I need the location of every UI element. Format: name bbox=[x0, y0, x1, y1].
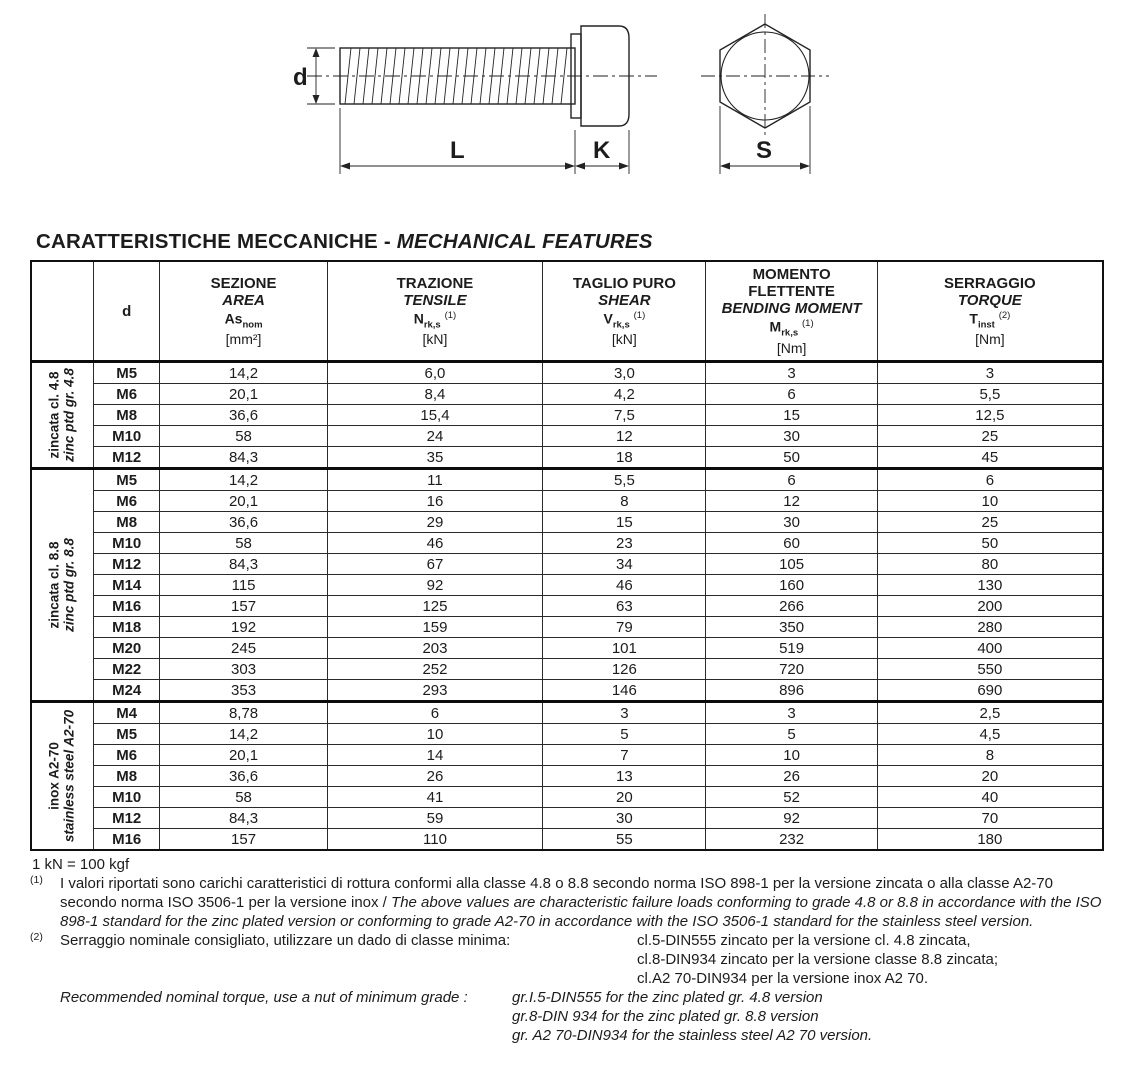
cell-value: 896 bbox=[706, 680, 877, 702]
cell-value: 519 bbox=[706, 638, 877, 659]
cell-value: 266 bbox=[706, 596, 877, 617]
cell-value: 80 bbox=[877, 554, 1103, 575]
cell-value: 25 bbox=[877, 512, 1103, 533]
group-label-3: inox A2-70 stainless steel A2-70 bbox=[31, 702, 93, 851]
cell-value: 400 bbox=[877, 638, 1103, 659]
row-size: M24 bbox=[93, 680, 159, 702]
cell-value: 350 bbox=[706, 617, 877, 638]
cell-value: 20,1 bbox=[160, 384, 327, 405]
cell-value: 105 bbox=[706, 554, 877, 575]
cell-value: 58 bbox=[160, 533, 327, 554]
table-row bbox=[31, 405, 1103, 426]
mechanical-features-table bbox=[30, 260, 1104, 851]
cell-value: 15,4 bbox=[327, 405, 543, 426]
row-size: M6 bbox=[93, 491, 159, 512]
cell-value: 14 bbox=[327, 745, 543, 766]
header-group-blank bbox=[31, 261, 93, 362]
dim-label-K: K bbox=[593, 137, 611, 164]
footnote-2-item-en: gr.I.5-DIN555 for the zinc plated gr. 4.8 version bbox=[512, 989, 823, 1006]
cell-value: 59 bbox=[327, 808, 543, 829]
table-row bbox=[31, 533, 1103, 554]
cell-value: 6,0 bbox=[327, 362, 543, 384]
cell-value: 3 bbox=[706, 702, 877, 724]
footnote-2-item-it: cl.A2 70-DIN934 per la versione inox A2 70. bbox=[637, 970, 928, 987]
table-row bbox=[31, 596, 1103, 617]
table-row bbox=[31, 787, 1103, 808]
cell-value: 30 bbox=[706, 512, 877, 533]
cell-value: 36,6 bbox=[160, 512, 327, 533]
cell-value: 12 bbox=[706, 491, 877, 512]
footnotes bbox=[30, 855, 1104, 1045]
cell-value: 23 bbox=[543, 533, 706, 554]
cell-value: 60 bbox=[706, 533, 877, 554]
cell-value: 36,6 bbox=[160, 766, 327, 787]
cell-value: 50 bbox=[706, 447, 877, 469]
cell-value: 40 bbox=[877, 787, 1103, 808]
cell-value: 5,5 bbox=[877, 384, 1103, 405]
table-row bbox=[31, 575, 1103, 596]
table-row bbox=[31, 724, 1103, 745]
cell-value: 10 bbox=[706, 745, 877, 766]
table-body bbox=[31, 362, 1103, 851]
cell-value: 8 bbox=[877, 745, 1103, 766]
row-size: M18 bbox=[93, 617, 159, 638]
section-title-english: MECHANICAL FEATURES bbox=[396, 230, 653, 253]
dim-label-d: d bbox=[293, 64, 308, 91]
row-size: M16 bbox=[93, 829, 159, 851]
table-row bbox=[31, 745, 1103, 766]
row-size: M6 bbox=[93, 745, 159, 766]
cell-value: 146 bbox=[543, 680, 706, 702]
cell-value: 157 bbox=[160, 596, 327, 617]
dim-label-S: S bbox=[756, 137, 773, 164]
header-d: d bbox=[93, 261, 159, 362]
bolt-drawing-svg bbox=[285, 8, 865, 198]
row-size: M10 bbox=[93, 426, 159, 447]
table-row bbox=[31, 469, 1103, 491]
row-size: M4 bbox=[93, 702, 159, 724]
footnote-2-item-it: cl.8-DIN934 zincato per la versione classe 8.8 zincata; bbox=[637, 951, 999, 968]
table-row bbox=[31, 554, 1103, 575]
cell-value: 11 bbox=[327, 469, 543, 491]
cell-value: 13 bbox=[543, 766, 706, 787]
cell-value: 92 bbox=[706, 808, 877, 829]
cell-value: 12,5 bbox=[877, 405, 1103, 426]
cell-value: 58 bbox=[160, 426, 327, 447]
cell-value: 16 bbox=[327, 491, 543, 512]
header-bending-moment: MOMENTO FLETTENTE BENDING MOMENT $M_{rk,s}$ $^{(1)}$ [Nm] bbox=[706, 261, 877, 362]
cell-value: 126 bbox=[543, 659, 706, 680]
cell-value: 8 bbox=[543, 491, 706, 512]
row-size: M14 bbox=[93, 575, 159, 596]
table-row bbox=[31, 617, 1103, 638]
cell-value: 41 bbox=[327, 787, 543, 808]
row-size: M8 bbox=[93, 512, 159, 533]
group-label-2: zincata cl. 8.8 zinc ptd gr. 8.8 bbox=[31, 469, 93, 702]
footnote-2 bbox=[30, 931, 1104, 1045]
row-size: M5 bbox=[93, 469, 159, 491]
footnote-2-item-en: gr. A2 70-DIN934 for the stainless steel A2 70 version. bbox=[512, 1027, 873, 1044]
cell-value: 45 bbox=[877, 447, 1103, 469]
cell-value: 203 bbox=[327, 638, 543, 659]
dim-label-L: L bbox=[450, 137, 465, 164]
cell-value: 232 bbox=[706, 829, 877, 851]
table-row bbox=[31, 808, 1103, 829]
header-shear: TAGLIO PURO SHEAR $V_{rk,s}$ $^{(1)}$ [kN] bbox=[543, 261, 706, 362]
footnote-2-marker: (2) bbox=[30, 931, 43, 943]
table-row bbox=[31, 512, 1103, 533]
cell-value: 20,1 bbox=[160, 745, 327, 766]
cell-value: 8,78 bbox=[160, 702, 327, 724]
row-size: M5 bbox=[93, 724, 159, 745]
cell-value: 280 bbox=[877, 617, 1103, 638]
cell-value: 84,3 bbox=[160, 808, 327, 829]
table-row bbox=[31, 638, 1103, 659]
cell-value: 84,3 bbox=[160, 554, 327, 575]
row-size: M16 bbox=[93, 596, 159, 617]
cell-value: 160 bbox=[706, 575, 877, 596]
cell-value: 159 bbox=[327, 617, 543, 638]
row-size: M12 bbox=[93, 554, 159, 575]
table-row bbox=[31, 829, 1103, 851]
cell-value: 130 bbox=[877, 575, 1103, 596]
cell-value: 30 bbox=[543, 808, 706, 829]
cell-value: 52 bbox=[706, 787, 877, 808]
cell-value: 29 bbox=[327, 512, 543, 533]
footnote-2-intro-en: Recommended nominal torque, use a nut of minimum grade : bbox=[60, 989, 468, 1006]
cell-value: 101 bbox=[543, 638, 706, 659]
row-size: M6 bbox=[93, 384, 159, 405]
footnote-2-item-it: cl.5-DIN555 zincato per la versione cl. 4.8 zincata, bbox=[637, 932, 971, 949]
cell-value: 5,5 bbox=[543, 469, 706, 491]
footnote-2-item-en: gr.8-DIN 934 for the zinc plated gr. 8.8 version bbox=[512, 1008, 819, 1025]
cell-value: 180 bbox=[877, 829, 1103, 851]
cell-value: 5 bbox=[543, 724, 706, 745]
table-row bbox=[31, 659, 1103, 680]
cell-value: 157 bbox=[160, 829, 327, 851]
row-size: M22 bbox=[93, 659, 159, 680]
cell-value: 67 bbox=[327, 554, 543, 575]
cell-value: 84,3 bbox=[160, 447, 327, 469]
cell-value: 14,2 bbox=[160, 362, 327, 384]
section-title-separator: - bbox=[377, 230, 397, 253]
cell-value: 293 bbox=[327, 680, 543, 702]
group-label-1: zincata cl. 4.8 zinc ptd gr. 4.8 bbox=[31, 362, 93, 469]
cell-value: 6 bbox=[706, 469, 877, 491]
row-size: M8 bbox=[93, 766, 159, 787]
footnote-1 bbox=[30, 874, 1104, 931]
cell-value: 55 bbox=[543, 829, 706, 851]
cell-value: 3 bbox=[706, 362, 877, 384]
cell-value: 58 bbox=[160, 787, 327, 808]
cell-value: 35 bbox=[327, 447, 543, 469]
cell-value: 18 bbox=[543, 447, 706, 469]
cell-value: 15 bbox=[706, 405, 877, 426]
cell-value: 14,2 bbox=[160, 724, 327, 745]
header-tensile: TRAZIONE TENSILE $N_{rk,s}$ $^{(1)}$ [kN] bbox=[327, 261, 543, 362]
cell-value: 115 bbox=[160, 575, 327, 596]
cell-value: 353 bbox=[160, 680, 327, 702]
header-torque: SERRAGGIO TORQUE $T_{inst}$ $^{(2)}$ [Nm] bbox=[877, 261, 1103, 362]
table-row bbox=[31, 426, 1103, 447]
cell-value: 6 bbox=[327, 702, 543, 724]
cell-value: 46 bbox=[327, 533, 543, 554]
cell-value: 10 bbox=[877, 491, 1103, 512]
unit-conversion-note: 1 kN = 100 kgf bbox=[32, 856, 130, 873]
cell-value: 26 bbox=[327, 766, 543, 787]
cell-value: 24 bbox=[327, 426, 543, 447]
cell-value: 50 bbox=[877, 533, 1103, 554]
cell-value: 3 bbox=[543, 702, 706, 724]
cell-value: 8,4 bbox=[327, 384, 543, 405]
cell-value: 550 bbox=[877, 659, 1103, 680]
cell-value: 15 bbox=[543, 512, 706, 533]
cell-value: 125 bbox=[327, 596, 543, 617]
header-area: SEZIONE AREA $As_{nom}$ [mm²] bbox=[160, 261, 327, 362]
cell-value: 63 bbox=[543, 596, 706, 617]
footnote-1-marker: (1) bbox=[30, 874, 43, 886]
cell-value: 4,2 bbox=[543, 384, 706, 405]
footnote-2-text bbox=[60, 931, 1104, 1045]
cell-value: 30 bbox=[706, 426, 877, 447]
row-size: M8 bbox=[93, 405, 159, 426]
section-title bbox=[36, 230, 1104, 254]
section-title-italian: CARATTERISTICHE MECCANICHE bbox=[36, 230, 378, 253]
row-size: M10 bbox=[93, 533, 159, 554]
table-row bbox=[31, 362, 1103, 384]
footnote-1-text: I valori riportati sono carichi caratteristici di rottura conformi alla classe 4.8 o 8.8 secondo norma ISO 898-1 per la versione zincata o alla classe A2-70 secondo norma ISO 3506-1 per la versione inox / The above values are characteristic failure loads conforming to grade 4.8 or 8.8 in accordance with the ISO 898-1 standard for the zinc plated version or conforming to grade A2-70 in accordance with the ISO 3506-1 standard for the stainless steel version. bbox=[60, 875, 1102, 930]
cell-value: 6 bbox=[706, 384, 877, 405]
cell-value: 110 bbox=[327, 829, 543, 851]
cell-value: 34 bbox=[543, 554, 706, 575]
cell-value: 200 bbox=[877, 596, 1103, 617]
table-row bbox=[31, 384, 1103, 405]
row-size: M5 bbox=[93, 362, 159, 384]
table-row bbox=[31, 680, 1103, 702]
cell-value: 4,5 bbox=[877, 724, 1103, 745]
table-row bbox=[31, 702, 1103, 724]
table-row bbox=[31, 447, 1103, 469]
cell-value: 7 bbox=[543, 745, 706, 766]
cell-value: 20 bbox=[543, 787, 706, 808]
cell-value: 20 bbox=[877, 766, 1103, 787]
table-row bbox=[31, 766, 1103, 787]
row-size: M20 bbox=[93, 638, 159, 659]
cell-value: 2,5 bbox=[877, 702, 1103, 724]
cell-value: 12 bbox=[543, 426, 706, 447]
cell-value: 46 bbox=[543, 575, 706, 596]
cell-value: 192 bbox=[160, 617, 327, 638]
row-size: M12 bbox=[93, 447, 159, 469]
cell-value: 70 bbox=[877, 808, 1103, 829]
cell-value: 79 bbox=[543, 617, 706, 638]
footnote-2-intro-it: Serraggio nominale consigliato, utilizzare un dado di classe minima: bbox=[60, 932, 511, 949]
cell-value: 26 bbox=[706, 766, 877, 787]
cell-value: 303 bbox=[160, 659, 327, 680]
cell-value: 252 bbox=[327, 659, 543, 680]
cell-value: 36,6 bbox=[160, 405, 327, 426]
cell-value: 92 bbox=[327, 575, 543, 596]
cell-value: 5 bbox=[706, 724, 877, 745]
cell-value: 14,2 bbox=[160, 469, 327, 491]
cell-value: 6 bbox=[877, 469, 1103, 491]
row-size: M12 bbox=[93, 808, 159, 829]
cell-value: 25 bbox=[877, 426, 1103, 447]
cell-value: 7,5 bbox=[543, 405, 706, 426]
cell-value: 3,0 bbox=[543, 362, 706, 384]
table-row bbox=[31, 491, 1103, 512]
table-header bbox=[31, 261, 1103, 362]
cell-value: 10 bbox=[327, 724, 543, 745]
cell-value: 20,1 bbox=[160, 491, 327, 512]
cell-value: 720 bbox=[706, 659, 877, 680]
cell-value: 245 bbox=[160, 638, 327, 659]
cell-value: 3 bbox=[877, 362, 1103, 384]
row-size: M10 bbox=[93, 787, 159, 808]
bolt-drawing bbox=[30, 8, 1104, 204]
cell-value: 690 bbox=[877, 680, 1103, 702]
